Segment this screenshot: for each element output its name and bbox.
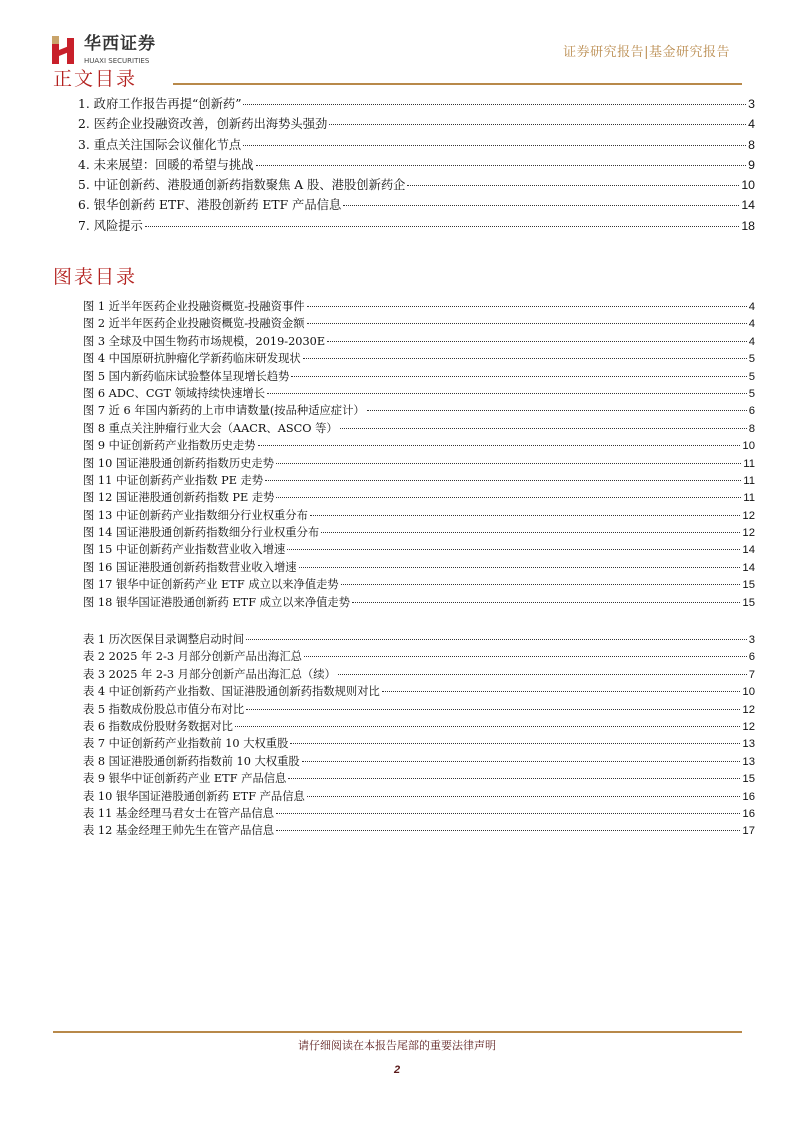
entry-page: 14	[742, 544, 755, 557]
entry-page: 10	[741, 178, 755, 193]
entry-page: 3	[748, 634, 755, 646]
figure-entry[interactable]	[83, 576, 755, 593]
dot-leader	[343, 205, 739, 206]
entry-page: 14	[741, 198, 755, 213]
dot-leader	[145, 226, 739, 227]
dot-leader	[276, 830, 740, 831]
entry-label: 图 12 国证港股通创新药指数 PE 走势	[83, 491, 275, 505]
header-divider	[173, 83, 742, 85]
table-entry[interactable]	[83, 770, 755, 787]
entry-page: 10	[742, 686, 755, 699]
entry-page: 12	[742, 527, 755, 540]
entry-page: 15	[742, 579, 755, 592]
entry-label: 表 10 银华国证港股通创新药 ETF 产品信息	[83, 789, 305, 803]
table-entry[interactable]	[83, 666, 755, 683]
entry-label: 表 12 基金经理王帅先生在管产品信息	[83, 824, 275, 838]
figure-entry[interactable]	[83, 420, 755, 437]
entry-label: 5. 中证创新药、港股通创新药指数聚焦 A 股、港股创新药企	[78, 178, 406, 193]
entry-label: 表 9 银华中证创新药产业 ETF 产品信息	[83, 772, 287, 786]
table-entry[interactable]	[83, 753, 755, 770]
toc-entry[interactable]	[78, 114, 755, 134]
entry-label: 2. 医药企业投融资改善，创新药出海势头强劲	[78, 117, 328, 132]
entry-page: 16	[742, 807, 755, 820]
figure-entry[interactable]	[83, 524, 755, 541]
entry-label: 表 4 中证创新药产业指数、国证港股通创新药指数规则对比	[83, 685, 380, 699]
footer-divider	[53, 1031, 742, 1033]
table-entry[interactable]	[83, 701, 755, 718]
dot-leader	[246, 639, 746, 640]
dot-leader	[265, 480, 741, 481]
entry-page: 15	[742, 773, 755, 786]
page-number: 2	[393, 1064, 401, 1076]
dot-leader	[258, 445, 741, 446]
logo-mark-icon	[52, 36, 76, 64]
table-entry[interactable]	[83, 805, 755, 822]
dot-leader	[338, 674, 747, 675]
legal-notice: 请仔细阅读在本报告尾部的重要法律声明	[298, 1039, 496, 1052]
entry-page: 8	[748, 137, 755, 152]
dot-leader	[243, 104, 746, 105]
figure-entry[interactable]	[83, 541, 755, 558]
dot-leader	[382, 691, 741, 692]
entry-label: 3. 重点关注国际会议催化节点	[78, 137, 242, 152]
entry-label: 4. 未来展望：回暖的希望与挑战	[78, 157, 254, 172]
dot-leader	[327, 341, 747, 342]
dot-leader	[352, 602, 740, 603]
entry-page: 6	[748, 651, 755, 664]
table-entry[interactable]	[83, 718, 755, 735]
table-entry[interactable]	[83, 788, 755, 805]
logo-text-cn: 华西证券	[84, 34, 156, 54]
dot-leader	[304, 656, 747, 657]
entry-page: 5	[748, 370, 755, 383]
figure-entry[interactable]	[83, 437, 755, 454]
dot-leader	[302, 761, 741, 762]
entry-label: 图 1 近半年医药企业投融资概览-投融资事件	[83, 300, 305, 313]
dot-leader	[276, 497, 741, 498]
entry-label: 图 18 银华国证港股通创新药 ETF 成立以来净值走势	[83, 595, 351, 609]
entry-label: 图 6 ADC、CGT 领域持续快速增长	[83, 386, 265, 400]
figure-entry[interactable]	[83, 385, 755, 402]
entry-page: 4	[748, 318, 755, 331]
entry-label: 图 10 国证港股通创新药指数历史走势	[83, 456, 275, 470]
dot-leader	[256, 165, 747, 166]
entry-label: 图 4 中国原研抗肿瘤化学新药临床研发现状	[83, 352, 301, 366]
entry-page: 7	[748, 668, 755, 681]
entry-label: 1. 政府工作报告再提“创新药”	[78, 97, 242, 111]
entry-page: 3	[748, 97, 755, 111]
figure-entry[interactable]	[83, 368, 755, 385]
entry-page: 6	[748, 405, 755, 418]
entry-label: 图 2 近半年医药企业投融资概览-投融资金额	[83, 317, 305, 331]
entry-page: 12	[742, 720, 755, 733]
figure-entry[interactable]	[83, 594, 755, 611]
table-entry[interactable]	[83, 648, 755, 665]
entry-page: 16	[742, 790, 755, 803]
entry-page: 10	[742, 440, 755, 453]
entry-page: 5	[748, 353, 755, 366]
entry-page: 13	[742, 738, 755, 751]
entry-page: 15	[742, 596, 755, 609]
entry-page: 11	[743, 457, 755, 470]
entry-page: 5	[748, 387, 755, 400]
entry-page: 18	[741, 218, 755, 233]
company-logo	[52, 34, 182, 68]
dot-leader	[303, 358, 747, 359]
entry-label: 表 2 2025 年 2-3 月部分创新产品出海汇总	[83, 650, 302, 664]
entry-label: 图 16 国证港股通创新药指数营业收入增速	[83, 560, 297, 574]
toc-entry[interactable]	[78, 175, 755, 195]
dot-leader	[341, 584, 741, 585]
dot-leader	[329, 124, 746, 125]
dot-leader	[367, 410, 747, 411]
table-entry[interactable]	[83, 822, 755, 839]
entry-page: 9	[748, 157, 755, 172]
figure-entry[interactable]	[83, 402, 755, 419]
report-type: 证券研究报告|基金研究报告	[563, 45, 730, 60]
table-entry[interactable]	[83, 631, 755, 648]
figure-entry[interactable]	[83, 472, 755, 489]
entry-page: 11	[743, 474, 755, 487]
entry-label: 图 11 中证创新药产业指数 PE 走势	[83, 473, 264, 487]
entry-page: 11	[743, 492, 755, 505]
logo-text-en: HUAXI SECURITIES	[84, 57, 150, 65]
dot-leader	[276, 463, 741, 464]
entry-page: 4	[748, 117, 755, 132]
table-entry[interactable]	[83, 683, 755, 700]
toc-entry[interactable]	[78, 155, 755, 175]
dot-leader	[407, 185, 739, 186]
figure-entry[interactable]	[83, 315, 755, 332]
table-entry[interactable]	[83, 735, 755, 752]
dot-leader	[299, 567, 741, 568]
entry-label: 表 8 国证港股通创新药指数前 10 大权重股	[83, 754, 300, 768]
toc-list	[78, 94, 755, 236]
entry-label: 图 15 中证创新药产业指数营业收入增速	[83, 543, 286, 557]
entry-page: 4	[748, 335, 755, 348]
entry-label: 表 7 中证创新药产业指数前 10 大权重股	[83, 737, 289, 751]
dot-leader	[276, 813, 740, 814]
toc-entry[interactable]	[78, 216, 755, 236]
dot-leader	[291, 376, 746, 377]
figure-entry[interactable]	[83, 455, 755, 472]
dot-leader	[310, 515, 741, 516]
entry-label: 图 3 全球及中国生物药市场规模，2019-2030E	[83, 334, 326, 348]
dot-leader	[287, 549, 740, 550]
dot-leader	[321, 532, 740, 533]
entry-label: 图 9 中证创新药产业指数历史走势	[83, 439, 256, 453]
figure-entry[interactable]	[83, 559, 755, 576]
entry-label: 表 5 指数成份股总市值分布对比	[83, 702, 245, 716]
dot-leader	[307, 306, 747, 307]
figure-entry[interactable]	[83, 489, 755, 506]
entry-page: 17	[742, 825, 755, 838]
entry-page: 12	[742, 703, 755, 716]
entry-page: 8	[748, 422, 755, 435]
entry-page: 4	[748, 301, 755, 313]
entry-label: 图 14 国证港股通创新药指数细分行业权重分布	[83, 526, 320, 540]
dot-leader	[246, 709, 740, 710]
entry-label: 7. 风险提示	[78, 218, 143, 233]
toc-title: 正文目录	[53, 68, 138, 90]
entry-label: 表 3 2025 年 2-3 月部分创新产品出海汇总（续）	[83, 667, 336, 681]
table-list	[83, 631, 755, 840]
dot-leader	[307, 796, 741, 797]
toc-entry[interactable]	[78, 135, 755, 155]
dot-leader	[290, 743, 740, 744]
entry-label: 图 17 银华中证创新药产业 ETF 成立以来净值走势	[83, 578, 339, 592]
figure-entry[interactable]	[83, 350, 755, 367]
entry-label: 图 7 近 6 年国内新药的上市申请数量(按品种适应症计）	[83, 404, 365, 418]
entry-label: 图 13 中证创新药产业指数细分行业权重分布	[83, 508, 308, 522]
entry-page: 13	[742, 755, 755, 768]
entry-page: 14	[742, 561, 755, 574]
dot-leader	[340, 428, 747, 429]
figure-list	[83, 298, 755, 611]
entry-label: 表 6 指数成份股财务数据对比	[83, 719, 233, 733]
figure-entry[interactable]	[83, 333, 755, 350]
dot-leader	[243, 145, 746, 146]
entry-label: 图 5 国内新药临床试验整体呈现增长趋势	[83, 369, 290, 383]
figure-entry[interactable]	[83, 298, 755, 315]
entry-label: 图 8 重点关注肿瘤行业大会（AACR、ASCO 等）	[83, 421, 338, 435]
entry-label: 6. 银华创新药 ETF、港股创新药 ETF 产品信息	[78, 198, 342, 213]
dot-leader	[235, 726, 740, 727]
dot-leader	[307, 323, 747, 324]
figure-entry[interactable]	[83, 507, 755, 524]
toc-entry[interactable]	[78, 94, 755, 114]
toc-entry[interactable]	[78, 195, 755, 215]
dot-leader	[288, 778, 740, 779]
entry-label: 表 1 历次医保目录调整启动时间	[83, 633, 245, 646]
entry-page: 12	[742, 509, 755, 522]
dot-leader	[267, 393, 747, 394]
entry-label: 表 11 基金经理马君女士在管产品信息	[83, 806, 275, 820]
figures-title: 图表目录	[53, 266, 138, 288]
